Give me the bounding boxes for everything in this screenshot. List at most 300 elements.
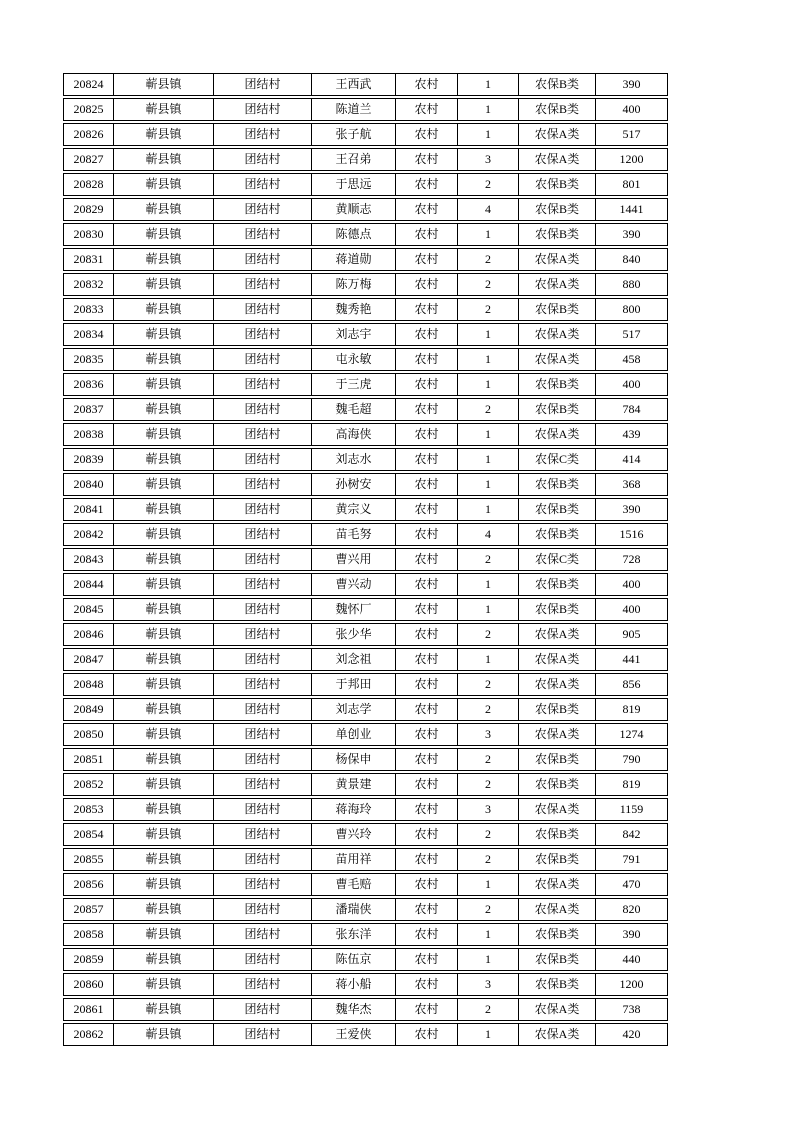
cell-category: 农保A类 [519, 674, 596, 695]
cell-category: 农保B类 [519, 574, 596, 595]
cell-name: 黄景建 [312, 774, 396, 795]
cell-amount: 414 [622, 452, 641, 466]
cell-name: 陈德点 [312, 224, 396, 245]
cell-amount: 880 [622, 277, 641, 291]
cell-amount: 517 [622, 327, 641, 341]
cell-count: 1 [458, 599, 519, 620]
cell-category: 农保B类 [519, 74, 596, 95]
cell-village: 团结村 [214, 424, 312, 445]
cell-town: 蕲县镇 [114, 449, 214, 470]
cell-record_id: 20845 [64, 599, 114, 620]
cell-village: 团结村 [214, 774, 312, 795]
cell-village: 团结村 [214, 74, 312, 95]
cell-category: 农保B类 [519, 924, 596, 945]
cell-town: 蕲县镇 [114, 899, 214, 920]
cell-record_id: 20835 [64, 349, 114, 370]
cell-count: 2 [458, 999, 519, 1020]
cell-record_id: 20857 [64, 899, 114, 920]
cell-village: 团结村 [214, 649, 312, 670]
cell-record_id: 20844 [64, 574, 114, 595]
cell-record_id: 20842 [64, 524, 114, 545]
table-row [63, 298, 668, 321]
cell-residence: 农村 [396, 174, 458, 195]
cell-village: 团结村 [214, 474, 312, 495]
cell-amount: 1441 [619, 202, 644, 216]
cell-amount: 738 [622, 1002, 641, 1016]
table-row [63, 1023, 668, 1046]
cell-category: 农保B类 [519, 849, 596, 870]
cell-town: 蕲县镇 [114, 999, 214, 1020]
cell-amount: 801 [622, 177, 641, 191]
cell-residence: 农村 [396, 474, 458, 495]
table-row [63, 748, 668, 771]
cell-name: 杨保申 [312, 749, 396, 770]
cell-record_id: 20824 [64, 74, 114, 95]
cell-count: 3 [458, 799, 519, 820]
cell-residence: 农村 [396, 674, 458, 695]
cell-village: 团结村 [214, 924, 312, 945]
cell-town: 蕲县镇 [114, 224, 214, 245]
table-row [63, 248, 668, 271]
cell-town: 蕲县镇 [114, 924, 214, 945]
cell-category: 农保B类 [519, 699, 596, 720]
cell-village: 团结村 [214, 199, 312, 220]
cell-residence: 农村 [396, 749, 458, 770]
cell-town: 蕲县镇 [114, 649, 214, 670]
cell-name: 潘瑞侠 [312, 899, 396, 920]
cell-village: 团结村 [214, 874, 312, 895]
cell-count: 1 [458, 74, 519, 95]
cell-residence: 农村 [396, 949, 458, 970]
cell-village: 团结村 [214, 524, 312, 545]
cell-amount: 819 [622, 702, 641, 716]
table-row [63, 798, 668, 821]
cell-village: 团结村 [214, 999, 312, 1020]
cell-village: 团结村 [214, 174, 312, 195]
table-row [63, 148, 668, 171]
cell-count: 1 [458, 424, 519, 445]
cell-count: 2 [458, 774, 519, 795]
cell-record_id: 20847 [64, 649, 114, 670]
cell-count: 1 [458, 349, 519, 370]
cell-town: 蕲县镇 [114, 424, 214, 445]
cell-record_id: 20834 [64, 324, 114, 345]
cell-category: 农保B类 [519, 224, 596, 245]
cell-amount: 400 [622, 377, 641, 391]
cell-name: 王西武 [312, 74, 396, 95]
cell-town: 蕲县镇 [114, 374, 214, 395]
table-row [63, 698, 668, 721]
cell-village: 团结村 [214, 399, 312, 420]
cell-record_id: 20843 [64, 549, 114, 570]
cell-category: 农保B类 [519, 949, 596, 970]
cell-count: 2 [458, 549, 519, 570]
cell-category: 农保A类 [519, 424, 596, 445]
cell-residence: 农村 [396, 299, 458, 320]
table-row [63, 998, 668, 1021]
cell-count: 1 [458, 99, 519, 120]
cell-record_id: 20846 [64, 624, 114, 645]
cell-residence: 农村 [396, 274, 458, 295]
cell-village: 团结村 [214, 749, 312, 770]
records-table [63, 73, 668, 1048]
cell-amount: 440 [622, 952, 641, 966]
cell-count: 4 [458, 524, 519, 545]
cell-residence: 农村 [396, 499, 458, 520]
table-row [63, 398, 668, 421]
cell-count: 4 [458, 199, 519, 220]
cell-village: 团结村 [214, 349, 312, 370]
cell-town: 蕲县镇 [114, 74, 214, 95]
cell-count: 2 [458, 699, 519, 720]
cell-record_id: 20837 [64, 399, 114, 420]
cell-town: 蕲县镇 [114, 324, 214, 345]
cell-name: 曹兴用 [312, 549, 396, 570]
cell-name: 苗用祥 [312, 849, 396, 870]
cell-count: 2 [458, 299, 519, 320]
table-row [63, 198, 668, 221]
cell-name: 于思远 [312, 174, 396, 195]
cell-residence: 农村 [396, 349, 458, 370]
cell-name: 刘念祖 [312, 649, 396, 670]
cell-record_id: 20852 [64, 774, 114, 795]
cell-category: 农保B类 [519, 824, 596, 845]
cell-count: 2 [458, 849, 519, 870]
cell-count: 1 [458, 324, 519, 345]
cell-town: 蕲县镇 [114, 174, 214, 195]
cell-name: 高海侠 [312, 424, 396, 445]
cell-town: 蕲县镇 [114, 599, 214, 620]
cell-record_id: 20859 [64, 949, 114, 970]
cell-category: 农保A类 [519, 149, 596, 170]
cell-amount: 517 [622, 127, 641, 141]
cell-name: 王爱侠 [312, 1024, 396, 1045]
cell-village: 团结村 [214, 324, 312, 345]
cell-count: 2 [458, 624, 519, 645]
cell-village: 团结村 [214, 974, 312, 995]
cell-category: 农保B类 [519, 374, 596, 395]
cell-count: 2 [458, 274, 519, 295]
cell-category: 农保B类 [519, 174, 596, 195]
cell-town: 蕲县镇 [114, 724, 214, 745]
cell-name: 曹兴动 [312, 574, 396, 595]
cell-amount: 390 [622, 227, 641, 241]
cell-category: 农保A类 [519, 274, 596, 295]
cell-record_id: 20829 [64, 199, 114, 220]
table-row [63, 623, 668, 646]
cell-town: 蕲县镇 [114, 699, 214, 720]
cell-record_id: 20861 [64, 999, 114, 1020]
cell-category: 农保A类 [519, 799, 596, 820]
cell-residence: 农村 [396, 449, 458, 470]
cell-residence: 农村 [396, 924, 458, 945]
cell-count: 2 [458, 399, 519, 420]
cell-amount: 820 [622, 902, 641, 916]
cell-residence: 农村 [396, 849, 458, 870]
cell-town: 蕲县镇 [114, 549, 214, 570]
cell-category: 农保A类 [519, 324, 596, 345]
cell-category: 农保B类 [519, 749, 596, 770]
cell-town: 蕲县镇 [114, 199, 214, 220]
cell-count: 2 [458, 174, 519, 195]
cell-record_id: 20853 [64, 799, 114, 820]
cell-town: 蕲县镇 [114, 124, 214, 145]
table-row [63, 73, 668, 96]
cell-amount: 842 [622, 827, 641, 841]
cell-category: 农保B类 [519, 99, 596, 120]
cell-town: 蕲县镇 [114, 249, 214, 270]
table-row [63, 223, 668, 246]
cell-amount: 420 [622, 1027, 641, 1041]
cell-town: 蕲县镇 [114, 624, 214, 645]
cell-record_id: 20830 [64, 224, 114, 245]
cell-village: 团结村 [214, 274, 312, 295]
cell-amount: 441 [622, 652, 641, 666]
cell-village: 团结村 [214, 1024, 312, 1045]
table-row [63, 548, 668, 571]
cell-residence: 农村 [396, 699, 458, 720]
cell-name: 蒋海玲 [312, 799, 396, 820]
cell-record_id: 20858 [64, 924, 114, 945]
cell-record_id: 20862 [64, 1024, 114, 1045]
cell-town: 蕲县镇 [114, 749, 214, 770]
cell-village: 团结村 [214, 724, 312, 745]
cell-amount: 1274 [619, 727, 644, 741]
cell-count: 1 [458, 924, 519, 945]
cell-residence: 农村 [396, 599, 458, 620]
cell-record_id: 20832 [64, 274, 114, 295]
cell-category: 农保B类 [519, 524, 596, 545]
cell-count: 1 [458, 874, 519, 895]
cell-name: 陈伍京 [312, 949, 396, 970]
cell-residence: 农村 [396, 374, 458, 395]
cell-amount: 856 [622, 677, 641, 691]
cell-residence: 农村 [396, 999, 458, 1020]
cell-residence: 农村 [396, 549, 458, 570]
cell-record_id: 20848 [64, 674, 114, 695]
cell-count: 1 [458, 949, 519, 970]
cell-amount: 784 [622, 402, 641, 416]
table-row [63, 473, 668, 496]
cell-town: 蕲县镇 [114, 674, 214, 695]
cell-residence: 农村 [396, 124, 458, 145]
cell-village: 团结村 [214, 99, 312, 120]
cell-village: 团结村 [214, 149, 312, 170]
cell-amount: 790 [622, 752, 641, 766]
cell-category: 农保A类 [519, 124, 596, 145]
table-row [63, 173, 668, 196]
cell-category: 农保B类 [519, 774, 596, 795]
cell-category: 农保A类 [519, 724, 596, 745]
table-row [63, 598, 668, 621]
table-row [63, 973, 668, 996]
cell-residence: 农村 [396, 774, 458, 795]
table-row [63, 648, 668, 671]
table-row [63, 898, 668, 921]
cell-village: 团结村 [214, 949, 312, 970]
cell-name: 黄顺志 [312, 199, 396, 220]
cell-name: 于三虎 [312, 374, 396, 395]
cell-count: 2 [458, 674, 519, 695]
cell-village: 团结村 [214, 374, 312, 395]
cell-record_id: 20851 [64, 749, 114, 770]
cell-count: 1 [458, 374, 519, 395]
cell-town: 蕲县镇 [114, 399, 214, 420]
cell-record_id: 20828 [64, 174, 114, 195]
table-row [63, 423, 668, 446]
cell-category: 农保B类 [519, 499, 596, 520]
cell-name: 刘志水 [312, 449, 396, 470]
cell-town: 蕲县镇 [114, 774, 214, 795]
cell-amount: 791 [622, 852, 641, 866]
cell-amount: 470 [622, 877, 641, 891]
cell-town: 蕲县镇 [114, 474, 214, 495]
cell-village: 团结村 [214, 799, 312, 820]
cell-category: 农保A类 [519, 1024, 596, 1045]
table-row [63, 773, 668, 796]
cell-village: 团结村 [214, 599, 312, 620]
cell-residence: 农村 [396, 424, 458, 445]
cell-record_id: 20836 [64, 374, 114, 395]
cell-amount: 390 [622, 502, 641, 516]
cell-name: 魏毛超 [312, 399, 396, 420]
cell-category: 农保B类 [519, 474, 596, 495]
cell-category: 农保A类 [519, 999, 596, 1020]
cell-name: 苗毛努 [312, 524, 396, 545]
cell-record_id: 20849 [64, 699, 114, 720]
cell-category: 农保B类 [519, 974, 596, 995]
cell-residence: 农村 [396, 574, 458, 595]
cell-record_id: 20833 [64, 299, 114, 320]
cell-name: 张东洋 [312, 924, 396, 945]
cell-category: 农保C类 [519, 449, 596, 470]
cell-village: 团结村 [214, 699, 312, 720]
cell-record_id: 20825 [64, 99, 114, 120]
table-row [63, 498, 668, 521]
cell-record_id: 20850 [64, 724, 114, 745]
cell-town: 蕲县镇 [114, 574, 214, 595]
table-row [63, 273, 668, 296]
table-row [63, 348, 668, 371]
cell-record_id: 20840 [64, 474, 114, 495]
cell-residence: 农村 [396, 824, 458, 845]
cell-name: 蒋小船 [312, 974, 396, 995]
cell-name: 王召弟 [312, 149, 396, 170]
cell-category: 农保A类 [519, 249, 596, 270]
cell-amount: 400 [622, 102, 641, 116]
table-row [63, 673, 668, 696]
cell-count: 3 [458, 149, 519, 170]
cell-residence: 农村 [396, 74, 458, 95]
cell-count: 1 [458, 649, 519, 670]
cell-name: 魏华杰 [312, 999, 396, 1020]
cell-village: 团结村 [214, 249, 312, 270]
cell-record_id: 20854 [64, 824, 114, 845]
cell-town: 蕲县镇 [114, 99, 214, 120]
cell-village: 团结村 [214, 549, 312, 570]
cell-residence: 农村 [396, 199, 458, 220]
table-row [63, 123, 668, 146]
cell-village: 团结村 [214, 624, 312, 645]
cell-town: 蕲县镇 [114, 1024, 214, 1045]
cell-town: 蕲县镇 [114, 874, 214, 895]
cell-residence: 农村 [396, 524, 458, 545]
cell-amount: 1159 [619, 802, 644, 816]
cell-record_id: 20855 [64, 849, 114, 870]
table-row [63, 448, 668, 471]
cell-name: 蒋道勋 [312, 249, 396, 270]
cell-residence: 农村 [396, 649, 458, 670]
cell-category: 农保C类 [519, 549, 596, 570]
table-row [63, 573, 668, 596]
cell-count: 2 [458, 249, 519, 270]
cell-residence: 农村 [396, 1024, 458, 1045]
cell-count: 3 [458, 974, 519, 995]
cell-amount: 728 [622, 552, 641, 566]
cell-village: 团结村 [214, 849, 312, 870]
cell-name: 曹兴玲 [312, 824, 396, 845]
cell-town: 蕲县镇 [114, 849, 214, 870]
cell-record_id: 20839 [64, 449, 114, 470]
cell-amount: 458 [622, 352, 641, 366]
cell-count: 1 [458, 224, 519, 245]
cell-name: 陈道兰 [312, 99, 396, 120]
cell-village: 团结村 [214, 124, 312, 145]
cell-name: 屯永敏 [312, 349, 396, 370]
cell-name: 孙树安 [312, 474, 396, 495]
cell-town: 蕲县镇 [114, 824, 214, 845]
cell-village: 团结村 [214, 224, 312, 245]
cell-residence: 农村 [396, 874, 458, 895]
cell-count: 1 [458, 474, 519, 495]
cell-residence: 农村 [396, 249, 458, 270]
cell-amount: 800 [622, 302, 641, 316]
cell-amount: 1200 [619, 152, 644, 166]
table-row [63, 523, 668, 546]
cell-record_id: 20827 [64, 149, 114, 170]
cell-record_id: 20856 [64, 874, 114, 895]
cell-category: 农保A类 [519, 349, 596, 370]
cell-name: 黄宗义 [312, 499, 396, 520]
table-row [63, 323, 668, 346]
cell-amount: 1200 [619, 977, 644, 991]
cell-category: 农保B类 [519, 399, 596, 420]
table-row [63, 923, 668, 946]
cell-count: 1 [458, 574, 519, 595]
cell-town: 蕲县镇 [114, 949, 214, 970]
cell-town: 蕲县镇 [114, 499, 214, 520]
cell-amount: 439 [622, 427, 641, 441]
cell-category: 农保A类 [519, 874, 596, 895]
cell-residence: 农村 [396, 99, 458, 120]
cell-name: 单创业 [312, 724, 396, 745]
cell-town: 蕲县镇 [114, 349, 214, 370]
cell-amount: 390 [622, 77, 641, 91]
cell-name: 魏怀厂 [312, 599, 396, 620]
cell-residence: 农村 [396, 724, 458, 745]
cell-amount: 400 [622, 577, 641, 591]
table-row [63, 373, 668, 396]
cell-village: 团结村 [214, 674, 312, 695]
cell-town: 蕲县镇 [114, 974, 214, 995]
cell-category: 农保B类 [519, 599, 596, 620]
cell-name: 陈万梅 [312, 274, 396, 295]
cell-category: 农保A类 [519, 624, 596, 645]
cell-count: 1 [458, 499, 519, 520]
cell-village: 团结村 [214, 449, 312, 470]
cell-record_id: 20860 [64, 974, 114, 995]
cell-name: 曹毛赔 [312, 874, 396, 895]
